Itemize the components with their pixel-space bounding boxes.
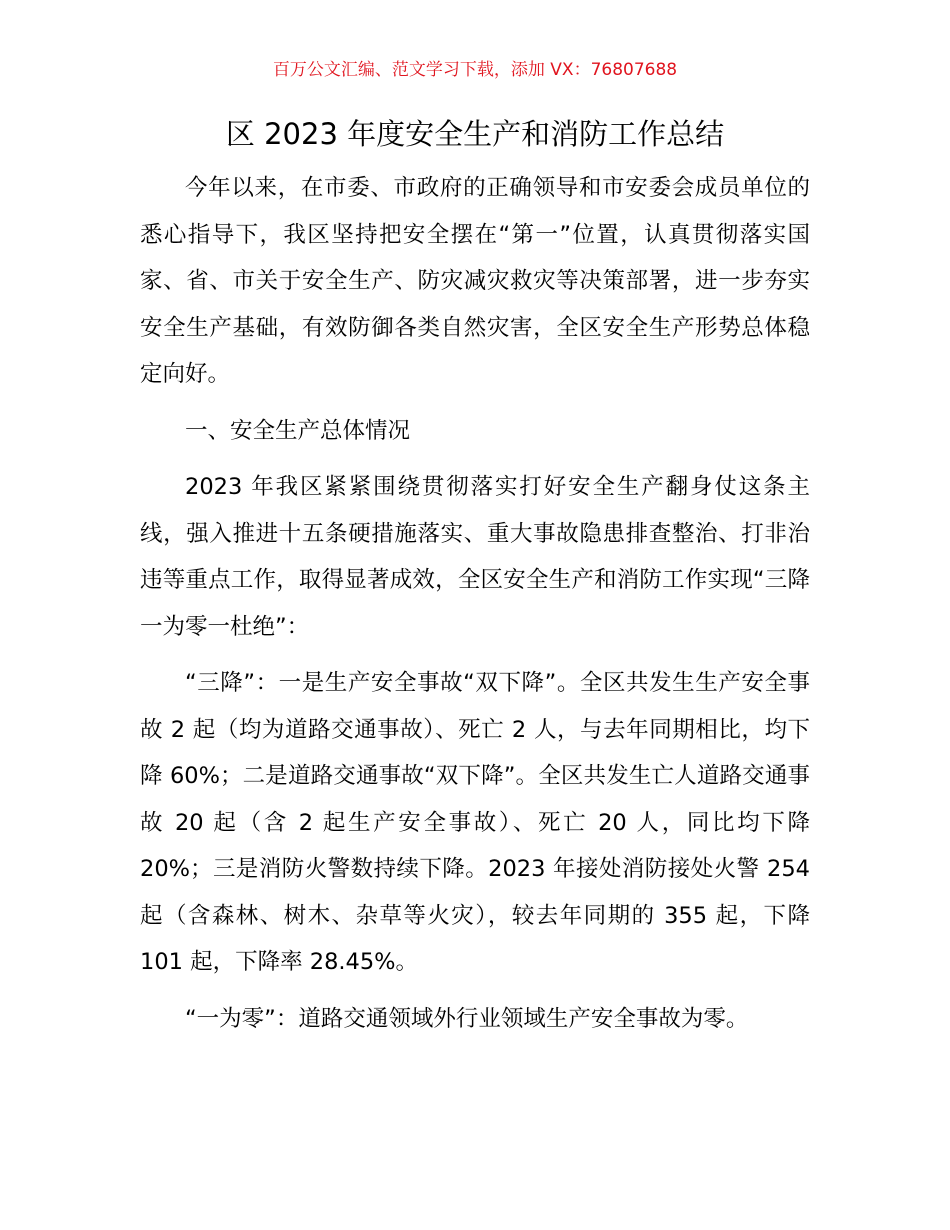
paragraph-three-declines: “三降”：一是生产安全事故“双下降”。全区共发生生产安全事故 2 起（均为道路交通事故）、死亡 2 人，与去年同期相比，均下降 60%；二是道路交通事故“双下降”。全区共发生亡人道路交通事故 20 起（含 2 起生产安全事故）、死亡 20 人，同比均下降 20%；三是消防火警数持续下降。2023 年接处消防接处火警 254 起（含森林、树木、杂草等火灾），较去年同期的 355 起，下降 101 起，下降率 28.45%。: [140, 670, 810, 975]
paragraph-one-zero: “一为零”：道路交通领域外行业领域生产安全事故为零。: [185, 1005, 749, 1032]
section-heading: 一、安全生产总体情况: [185, 417, 411, 444]
header-note: 百万公文汇编、范文学习下载，添加 VX：76807688: [272, 60, 678, 80]
paragraph-overview: 2023 年我区紧紧围绕贯彻落实打好安全生产翻身仗这条主线，强入推进十五条硬措施落实、重大事故隐患排查整治、打非治违等重点工作，取得显著成效，全区安全生产和消防工作实现“三降一为零一杜绝”：: [140, 474, 810, 640]
paragraph-intro: 今年以来，在市委、市政府的正确领导和市安委会成员单位的悉心指导下，我区坚持把安全摆在“第一”位置，认真贯彻落实国家、省、市关于安全生产、防灾减灾救灾等决策部署，进一步夯实安全生产基础，有效防御各类自然灾害，全区安全生产形势总体稳定向好。: [140, 175, 810, 387]
document-body: [140, 165, 810, 1052]
document-title: 区 2023 年度安全生产和消防工作总结: [225, 117, 725, 151]
